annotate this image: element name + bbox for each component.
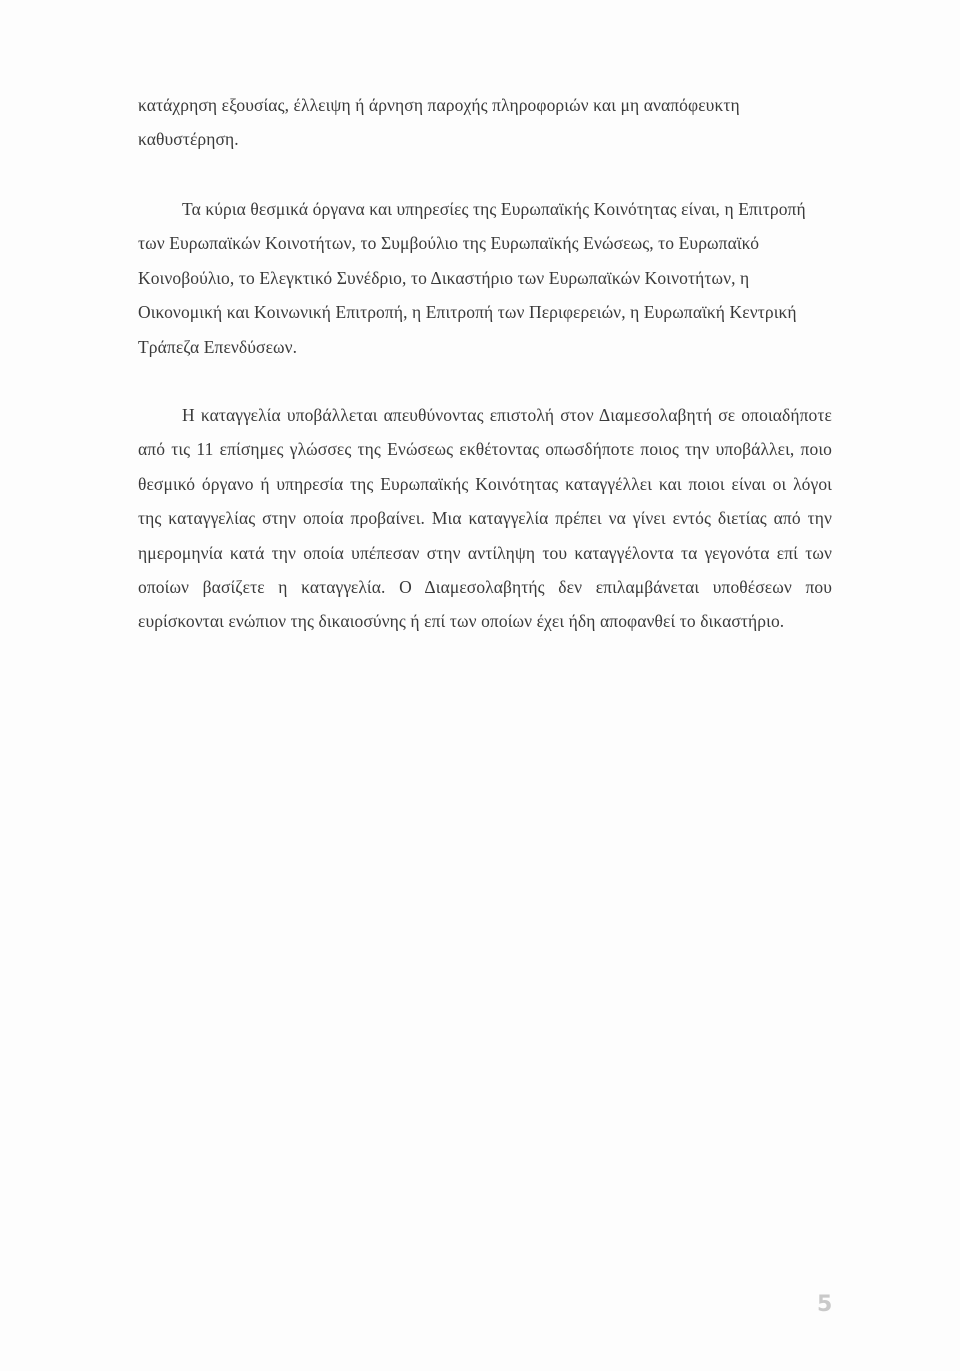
paragraph-complaint-procedure: Η καταγγελία υποβάλλεται απευθύνοντας επιστολή στον Διαμεσολαβητή σε οποιαδήποτε από τις 11 επίσημες γλώσσες της Ενώσεως εκθέτοντας οπωσδήποτε ποιος την υποβάλλει, ποιο θεσμικό όργανο ή υπηρεσία της Ευρωπαϊκής Κοινότητας καταγγέλλει και ποιοι είναι οι λόγοι της καταγγελίας στην οποία προβαίνει. Μια καταγγελία πρέπει να γίνει εντός διετίας από την ημερομηνία κατά την οποία υπέπεσαν στην αντίληψη του καταγγέλοντα τα γεγονότα επί των οποίων βασίζετε η καταγγελία. Ο Διαμεσολαβητής δεν επιλαμβάνεται υποθέσεων που ευρίσκονται ενώπιον της δικαιοσύνης ή επί των οποίων έχει ήδη αποφανθεί το δικαστήριο. <box>138 405 832 632</box>
paragraph-continuation: κατάχρηση εξουσίας, έλλειψη ή άρνηση παροχής πληροφοριών και μη αναπόφευκτη καθυστέρηση. <box>138 95 740 150</box>
page-number: 5 <box>817 1292 833 1317</box>
paragraph-institutions: Τα κύρια θεσμικά όργανα και υπηρεσίες της Ευρωπαϊκής Κοινότητας είναι, η Επιτροπή των Ευρωπαϊκών Κοινοτήτων, το Συμβούλιο της Ευρωπαϊκής Ενώσεως, το Ευρωπαϊκό Κοινοβούλιο, το Ελεγκτικό Συνέδριο, το Δικαστήριο των Ευρωπαϊκών Κοινοτήτων, η Οικονομική και Κοινωνική Επιτροπή, η Επιτροπή των Περιφερειών, η Ευρωπαϊκή Κεντρική Τράπεζα Επενδύσεων. <box>138 199 806 357</box>
